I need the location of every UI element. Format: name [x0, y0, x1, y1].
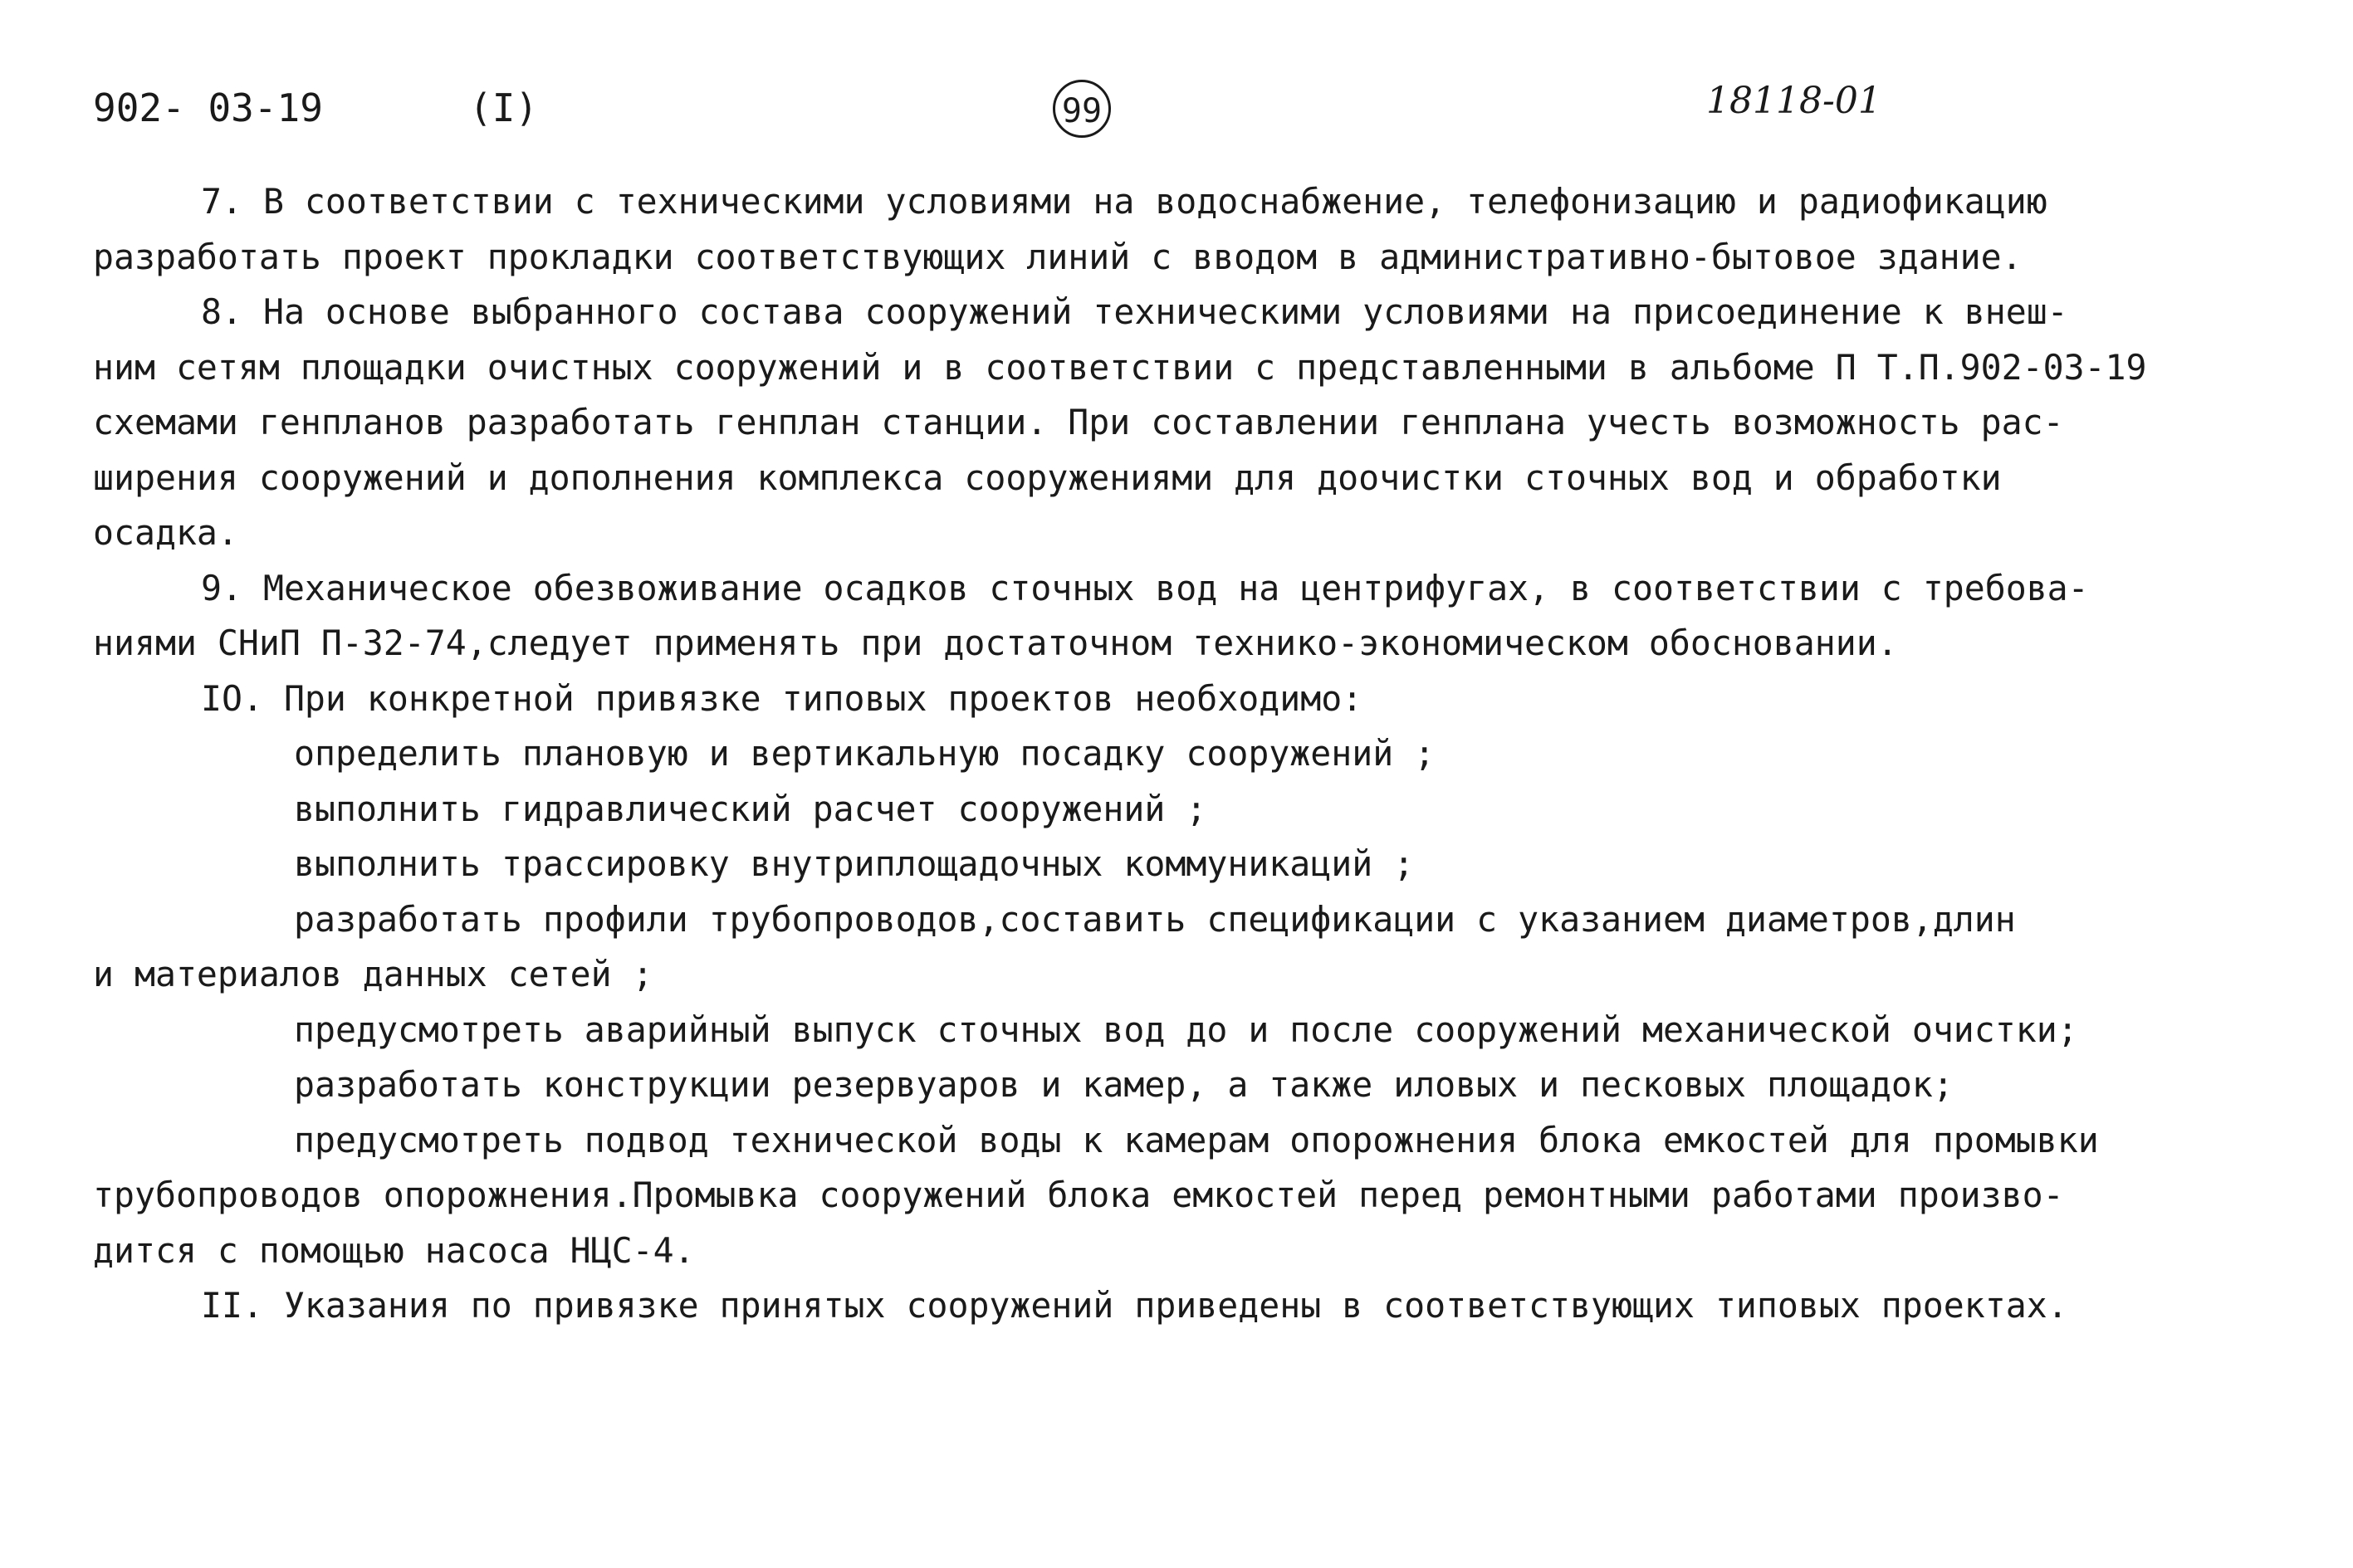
text-line: выполнить гидравлический расчет сооружений ; — [294, 788, 1207, 829]
text-line: выполнить трассировку внутриплощадочных коммуникаций ; — [294, 843, 1415, 884]
text-line: разработать проект прокладки соответствующих линий с вводом в административно-бытовое здание. — [93, 236, 2023, 277]
text-line: разработать профили трубопроводов,составить спецификации с указанием диаметров,длин — [294, 898, 2016, 940]
text-line: 9. Механическое обезвоживание осадков сточных вод на центрифугах, в соответствии с требова- — [201, 567, 2089, 608]
text-line: 7. В соответствии с техническими условиями на водоснабжение, телефонизацию и радиофикацию — [201, 181, 2047, 222]
page-number-circle: 99 — [1053, 80, 1111, 138]
document-code: 902- 03-19 — [93, 85, 323, 130]
text-line: ниями СНиП П-32-74,следует применять при достаточном технико-экономическом обосновании. — [93, 623, 1898, 663]
text-line: предусмотреть подвод технической воды к камерам опорожнения блока емкостей для промывки — [294, 1119, 2099, 1160]
text-line: ширения сооружений и дополнения комплекса сооружениями для доочистки сточных вод и обработки — [93, 457, 2002, 498]
handwritten-reference: 18118-01 — [1706, 80, 1881, 122]
text-line: ним сетям площадки очистных сооружений и в соответствии с представленными в альбоме П Т.П.902-03-19 — [93, 346, 2147, 388]
text-line: II. Указания по привязке принятых сооружений приведены в соответствующих типовых проектах. — [201, 1285, 2068, 1326]
text-line: и материалов данных сетей ; — [93, 954, 653, 994]
document-body — [93, 174, 2268, 1334]
text-line: разработать конструкции резервуаров и камер, а также иловых и песковых площадок; — [294, 1064, 1954, 1105]
text-line: 8. На основе выбранного состава сооружений техническими условиями на присоединение к внеш- — [201, 291, 2068, 332]
text-line: трубопроводов опорожнения.Промывка сооружений блока емкостей перед ремонтными работами произво- — [93, 1175, 2064, 1215]
text-line: схемами генпланов разработать генплан станции. При составлении генплана учесть возможность рас- — [93, 402, 2064, 442]
text-line: IO. При конкретной привязке типовых проектов необходимо: — [201, 677, 1363, 719]
text-line: предусмотреть аварийный выпуск сточных вод до и после сооружений механической очистки; — [294, 1009, 2078, 1050]
text-line: осадка. — [93, 512, 238, 553]
section-number: (I) — [469, 85, 539, 130]
text-line: определить плановую и вертикальную посадку сооружений ; — [294, 733, 1436, 774]
text-line: дится с помощью насоса НЦС-4. — [93, 1229, 695, 1271]
